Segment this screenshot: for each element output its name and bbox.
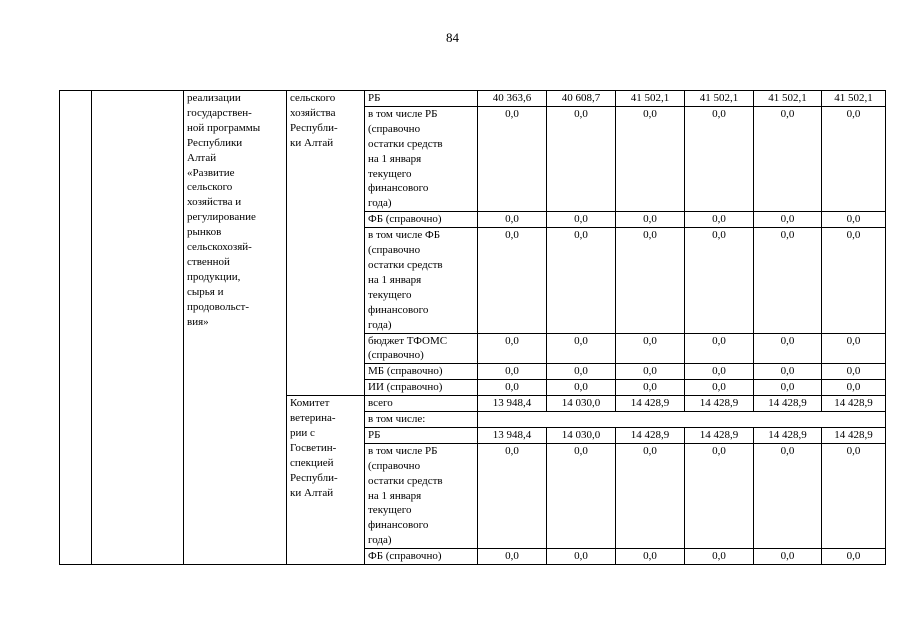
source-label: РБ [365, 427, 478, 443]
value-cell: 0,0 [547, 106, 616, 211]
value-cell: 0,0 [547, 443, 616, 548]
value-cell: 0,0 [616, 106, 685, 211]
value-cell: 0,0 [822, 364, 886, 380]
source-label: МБ (справочно) [365, 364, 478, 380]
value-cell: 0,0 [478, 549, 547, 565]
value-cell: 0,0 [685, 380, 754, 396]
value-cell: 14 428,9 [754, 396, 822, 412]
value-cell: 0,0 [685, 106, 754, 211]
value-cell: 0,0 [685, 364, 754, 380]
value-cell: 0,0 [822, 380, 886, 396]
value-cell: 0,0 [547, 212, 616, 228]
value-cell: 0,0 [616, 364, 685, 380]
value-cell: 41 502,1 [685, 91, 754, 107]
value-cell: 41 502,1 [754, 91, 822, 107]
source-label: РБ [365, 91, 478, 107]
value-cell: 0,0 [616, 443, 685, 548]
value-cell: 0,0 [478, 333, 547, 364]
value-cell: 0,0 [754, 212, 822, 228]
value-cell: 0,0 [547, 380, 616, 396]
value-cell: 14 030,0 [547, 396, 616, 412]
source-label: бюджет ТФОМС (справочно) [365, 333, 478, 364]
value-cell: 0,0 [754, 106, 822, 211]
value-cell: 0,0 [754, 228, 822, 333]
source-label: ФБ (справочно) [365, 212, 478, 228]
value-cell: 0,0 [685, 443, 754, 548]
value-cell: 0,0 [685, 212, 754, 228]
value-cell: 0,0 [822, 443, 886, 548]
value-cell: 14 428,9 [685, 427, 754, 443]
value-cell: 0,0 [822, 333, 886, 364]
source-label: всего [365, 396, 478, 412]
value-cell: 41 502,1 [616, 91, 685, 107]
value-cell: 0,0 [685, 333, 754, 364]
value-cell: 14 428,9 [685, 396, 754, 412]
value-cell: 0,0 [822, 212, 886, 228]
executor-name: Комитет ветерина- рии с Госветин- спекцией Республи- ки Алтай [287, 396, 365, 565]
value-cell: 0,0 [547, 364, 616, 380]
source-label: в том числе РБ (справочно остатки средств на 1 января текущего финансового года) [365, 106, 478, 211]
value-cell: 0,0 [616, 380, 685, 396]
source-label: в том числе ФБ (справочно остатки средств на 1 января текущего финансового года) [365, 228, 478, 333]
value-cell: 0,0 [754, 333, 822, 364]
program-name-cell: реализации государствен- ной программы Республики Алтай «Развитие сельского хозяйства и регулирование рынков сельскохозяй- ственной продукции, сырья и продовольст- вия» [184, 91, 287, 565]
value-cell: 14 428,9 [616, 396, 685, 412]
value-cell: 13 948,4 [478, 427, 547, 443]
budget-table [59, 90, 886, 565]
value-cell: 0,0 [478, 380, 547, 396]
value-cell: 0,0 [685, 549, 754, 565]
source-label: ИИ (справочно) [365, 380, 478, 396]
value-cell: 0,0 [478, 364, 547, 380]
value-cell: 0,0 [754, 364, 822, 380]
value-cell: 41 502,1 [822, 91, 886, 107]
value-cell: 40 608,7 [547, 91, 616, 107]
empty-col-2 [92, 91, 184, 565]
value-cell: 0,0 [547, 228, 616, 333]
value-cell: 0,0 [616, 549, 685, 565]
value-cell: 14 428,9 [754, 427, 822, 443]
source-label: в том числе: [365, 412, 478, 428]
value-cell: 0,0 [822, 228, 886, 333]
value-cell: 0,0 [822, 549, 886, 565]
value-cell: 0,0 [547, 333, 616, 364]
empty-col-1 [60, 91, 92, 565]
empty-values-cell [478, 412, 886, 428]
value-cell: 13 948,4 [478, 396, 547, 412]
source-label: ФБ (справочно) [365, 549, 478, 565]
value-cell: 14 428,9 [616, 427, 685, 443]
value-cell: 14 428,9 [822, 427, 886, 443]
value-cell: 0,0 [616, 212, 685, 228]
value-cell: 0,0 [547, 549, 616, 565]
value-cell: 0,0 [478, 106, 547, 211]
value-cell: 0,0 [616, 228, 685, 333]
value-cell: 0,0 [685, 228, 754, 333]
executor-name: сельского хозяйства Республи- ки Алтай [287, 91, 365, 396]
value-cell: 0,0 [478, 228, 547, 333]
page-number: 84 [446, 30, 459, 45]
value-cell: 0,0 [754, 443, 822, 548]
value-cell: 14 030,0 [547, 427, 616, 443]
value-cell: 0,0 [478, 443, 547, 548]
table-row [60, 91, 886, 107]
value-cell: 14 428,9 [822, 396, 886, 412]
value-cell: 0,0 [616, 333, 685, 364]
value-cell: 0,0 [754, 380, 822, 396]
value-cell: 40 363,6 [478, 91, 547, 107]
value-cell: 0,0 [822, 106, 886, 211]
source-label: в том числе РБ (справочно остатки средств на 1 января текущего финансового года) [365, 443, 478, 548]
value-cell: 0,0 [478, 212, 547, 228]
value-cell: 0,0 [754, 549, 822, 565]
